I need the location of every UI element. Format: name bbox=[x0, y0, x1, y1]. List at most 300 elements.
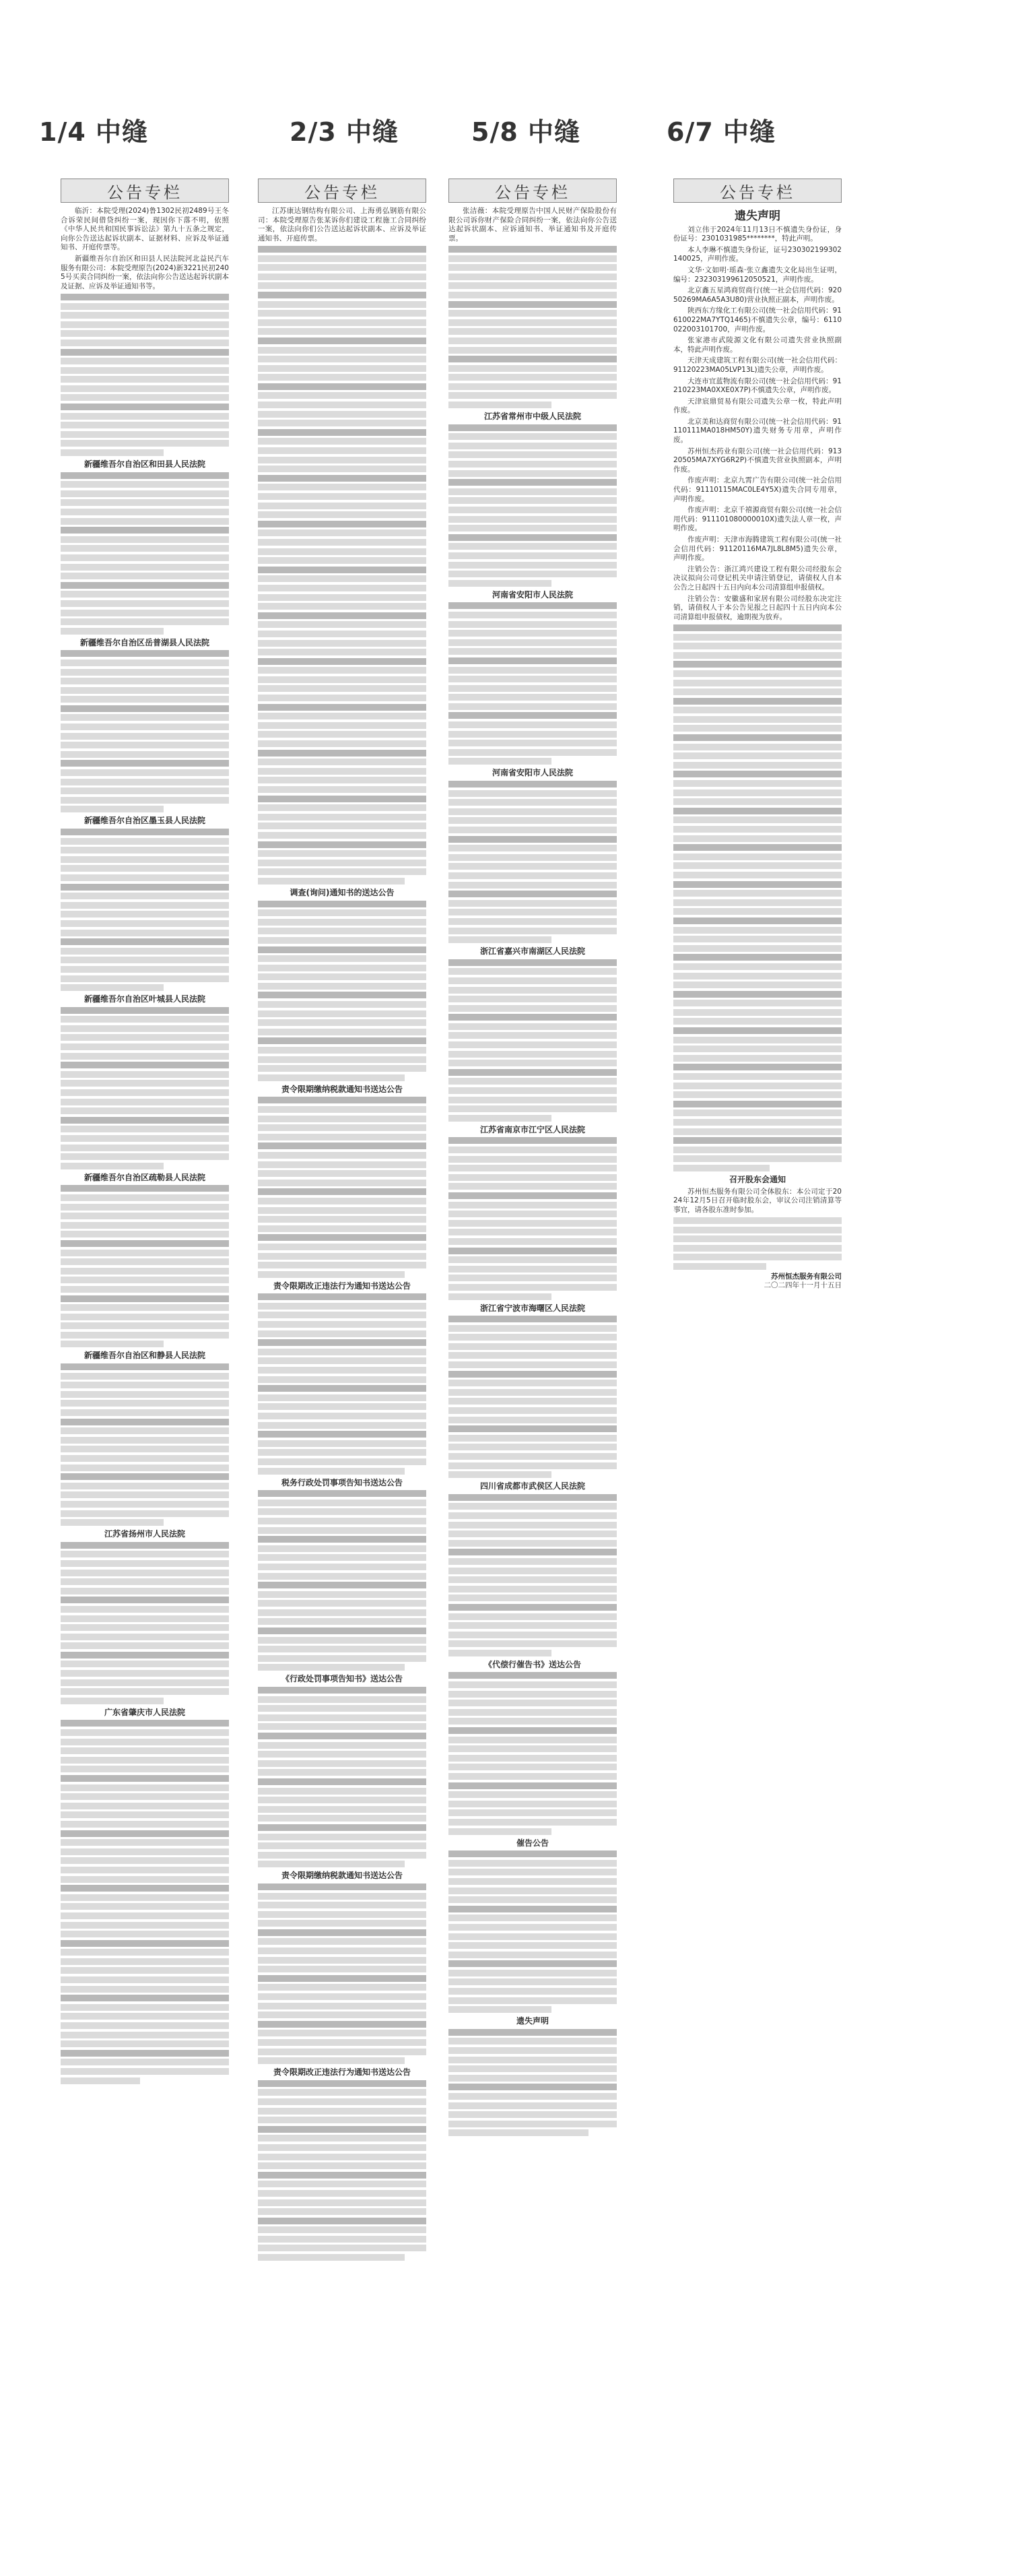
text-line bbox=[673, 854, 842, 860]
text-line bbox=[448, 1398, 617, 1405]
text-line bbox=[61, 1025, 229, 1032]
text-line bbox=[448, 2084, 617, 2090]
text-line bbox=[258, 860, 426, 866]
text-line bbox=[258, 901, 426, 907]
text-line bbox=[673, 725, 842, 732]
text-line bbox=[61, 1551, 229, 1557]
text-line bbox=[61, 312, 229, 319]
text-line bbox=[448, 507, 617, 513]
text-line bbox=[448, 1622, 617, 1629]
announcement-column-1 bbox=[61, 179, 229, 2462]
text-line bbox=[61, 1185, 229, 1192]
text-line bbox=[448, 1266, 617, 1273]
text-line bbox=[448, 552, 617, 559]
text-line bbox=[61, 1107, 229, 1114]
text-line bbox=[61, 1510, 229, 1517]
text-line bbox=[448, 1906, 617, 1912]
text-line bbox=[61, 769, 229, 776]
text-line bbox=[448, 401, 551, 408]
lost-statement-item: 天津天成建筑工程有限公司(统一社会信用代码：91120223MA05LVP13L)遗失公章，声明作废。 bbox=[673, 356, 842, 374]
text-line bbox=[258, 457, 426, 463]
text-line bbox=[258, 1993, 426, 2000]
announcement-column-2 bbox=[258, 179, 426, 2482]
text-line bbox=[61, 838, 229, 845]
text-line bbox=[258, 786, 426, 793]
section-subheading: 新疆维吾尔自治区和静县人民法院 bbox=[83, 1351, 205, 1361]
text-line bbox=[61, 554, 229, 561]
text-line bbox=[448, 1078, 617, 1085]
text-line bbox=[61, 1775, 229, 1782]
section-subheading: 责令限期缴纳税款通知书送达公告 bbox=[281, 1871, 403, 1881]
text-line bbox=[448, 282, 617, 289]
text-line bbox=[448, 1755, 617, 1762]
text-line bbox=[673, 744, 842, 750]
text-line bbox=[61, 856, 229, 863]
section-subheading: 浙江省宁波市海曙区人民法院 bbox=[479, 1303, 585, 1313]
text-line bbox=[61, 1903, 229, 1910]
text-line bbox=[258, 429, 426, 436]
text-line bbox=[448, 1576, 617, 1583]
text-line bbox=[61, 1409, 229, 1416]
text-line bbox=[61, 1473, 229, 1480]
text-line bbox=[448, 685, 617, 692]
text-line bbox=[61, 1848, 229, 1855]
text-line bbox=[61, 1089, 229, 1096]
section-subheading: 《代偿行催告书》送达公告 bbox=[483, 1659, 581, 1669]
text-line bbox=[258, 937, 426, 944]
text-line bbox=[448, 676, 617, 682]
text-line bbox=[258, 328, 426, 335]
section-subheading: 召开股东会通知 bbox=[729, 1174, 786, 1184]
text-line bbox=[61, 431, 229, 438]
text-line bbox=[258, 1824, 426, 1831]
announcement-column-3 bbox=[448, 179, 617, 2530]
text-line bbox=[258, 1097, 426, 1103]
text-line bbox=[258, 1019, 426, 1026]
text-line bbox=[258, 1536, 426, 1543]
text-line bbox=[258, 255, 426, 262]
text-line bbox=[258, 1065, 426, 1072]
section-subheading: 河南省安阳市人民法院 bbox=[492, 589, 573, 600]
text-line bbox=[448, 657, 617, 664]
text-line bbox=[61, 321, 229, 328]
text-line bbox=[61, 1986, 229, 1993]
text-line bbox=[258, 740, 426, 747]
text-line bbox=[448, 790, 617, 797]
text-line bbox=[61, 1126, 229, 1132]
text-line bbox=[61, 1427, 229, 1434]
text-line bbox=[61, 1277, 229, 1283]
text-line bbox=[448, 1613, 617, 1620]
column-heading-3: 5/8 中缝 bbox=[471, 117, 580, 147]
text-line bbox=[673, 780, 842, 787]
text-line bbox=[448, 612, 617, 618]
text-line bbox=[448, 347, 617, 354]
section-subheading: 新疆维吾尔自治区墨玉县人民法院 bbox=[83, 816, 205, 826]
text-line bbox=[61, 628, 164, 635]
text-line bbox=[258, 1037, 426, 1044]
text-line bbox=[448, 2029, 617, 2036]
lost-statement-item: 北京鑫五星鸿商贸商行(统一社会信用代码：92050269MA6A5A3U80)营业执照正副本，声明作废。 bbox=[673, 286, 842, 304]
column-heading-2: 2/3 中缝 bbox=[290, 117, 399, 147]
text-line bbox=[258, 1468, 405, 1475]
text-line bbox=[448, 255, 617, 262]
text-line bbox=[258, 484, 426, 490]
text-line bbox=[258, 868, 426, 875]
text-line bbox=[61, 1419, 229, 1425]
text-line bbox=[448, 2065, 617, 2072]
text-line bbox=[258, 438, 426, 445]
text-line bbox=[258, 2190, 426, 2197]
text-line bbox=[61, 920, 229, 927]
text-line bbox=[61, 865, 229, 872]
section-subheading: 调查(询问)通知书的送达公告 bbox=[290, 887, 395, 897]
text-line bbox=[448, 1060, 617, 1066]
text-line bbox=[61, 1967, 229, 1974]
column-heading-1: 1/4 中缝 bbox=[39, 117, 148, 147]
text-line bbox=[448, 2075, 617, 2082]
text-line bbox=[61, 1634, 229, 1640]
text-line bbox=[258, 374, 426, 381]
text-line bbox=[61, 1016, 229, 1023]
lost-statement-item: 作废声明：北京九霄广告有限公司(统一社会信用代码：91110115MAC0LE4Y5X)遗失合同专用章，声明作废。 bbox=[673, 476, 842, 503]
text-line bbox=[61, 358, 229, 364]
text-line bbox=[61, 1194, 229, 1201]
signature-date: 二〇二四年十一月十五日 bbox=[764, 1281, 842, 1290]
text-line bbox=[448, 731, 617, 738]
text-line bbox=[448, 808, 617, 815]
text-line bbox=[258, 493, 426, 500]
text-line bbox=[258, 750, 426, 756]
text-line bbox=[61, 705, 229, 712]
text-line bbox=[258, 1705, 426, 1712]
text-line bbox=[258, 1573, 426, 1580]
text-line bbox=[448, 1952, 617, 1958]
text-line bbox=[258, 567, 426, 573]
text-line bbox=[448, 1137, 617, 1144]
text-line bbox=[258, 539, 426, 546]
text-line bbox=[673, 872, 842, 878]
text-line bbox=[258, 1618, 426, 1625]
column-title: 公告专栏 bbox=[61, 179, 229, 203]
text-line bbox=[673, 1009, 842, 1016]
text-line bbox=[258, 1170, 426, 1177]
text-line bbox=[61, 1501, 229, 1508]
text-line bbox=[673, 826, 842, 833]
text-line bbox=[448, 1444, 617, 1450]
text-line bbox=[448, 1325, 617, 1332]
text-line bbox=[448, 1220, 617, 1227]
text-line bbox=[258, 1975, 426, 1982]
text-line bbox=[448, 2006, 551, 2013]
text-line bbox=[448, 1343, 617, 1350]
text-line bbox=[673, 798, 842, 805]
text-line bbox=[448, 2057, 617, 2063]
text-line bbox=[61, 659, 229, 666]
lost-statement-item: 大连市宜蓝物流有限公司(统一社会信用代码：91210223MA0XXE0X7P)不慎遗失公章，声明作废。 bbox=[673, 377, 842, 395]
text-line bbox=[673, 1045, 842, 1052]
text-line bbox=[258, 1920, 426, 1927]
text-line bbox=[448, 424, 617, 431]
text-line bbox=[448, 749, 617, 756]
text-line bbox=[448, 246, 617, 253]
text-line bbox=[258, 2172, 426, 2179]
text-line bbox=[448, 1650, 551, 1656]
section-subheading: 责令限期改正违法行为通知书送达公告 bbox=[273, 2067, 411, 2078]
text-line bbox=[258, 1234, 426, 1241]
text-line bbox=[61, 2068, 229, 2075]
text-line bbox=[258, 1938, 426, 1945]
text-line bbox=[673, 835, 842, 842]
text-line bbox=[61, 394, 229, 401]
text-line bbox=[448, 1389, 617, 1396]
text-line bbox=[448, 1361, 617, 1368]
text-line bbox=[448, 1165, 617, 1171]
text-line bbox=[673, 1091, 842, 1098]
text-line bbox=[448, 694, 617, 701]
text-line bbox=[258, 392, 426, 399]
text-line bbox=[61, 779, 229, 785]
text-line bbox=[258, 1367, 426, 1374]
text-line bbox=[61, 1857, 229, 1864]
text-line bbox=[258, 704, 426, 711]
text-line bbox=[258, 594, 426, 601]
text-line bbox=[61, 545, 229, 552]
column-title: 公告专栏 bbox=[258, 179, 426, 203]
text-line bbox=[258, 1180, 426, 1186]
text-line bbox=[258, 631, 426, 637]
text-line bbox=[673, 1217, 842, 1224]
text-line bbox=[258, 676, 426, 683]
text-line bbox=[673, 1235, 842, 1242]
text-line bbox=[61, 1995, 229, 2001]
text-line bbox=[448, 900, 617, 907]
text-line bbox=[258, 1449, 426, 1456]
text-line bbox=[448, 433, 617, 440]
text-line bbox=[448, 1801, 617, 1807]
text-line bbox=[673, 643, 842, 649]
section-subheading: 河南省安阳市人民法院 bbox=[492, 768, 573, 778]
text-line bbox=[258, 1293, 426, 1300]
section-subheading: 税务行政处罚事项告知书送达公告 bbox=[281, 1477, 403, 1487]
lost-statement-item: 北京美和达商贸有限公司(统一社会信用代码：91110111MA018HM50Y)遗失财务专用章，声明作废。 bbox=[673, 417, 842, 445]
text-line bbox=[673, 1128, 842, 1135]
text-line bbox=[258, 946, 426, 953]
text-line bbox=[448, 2038, 617, 2044]
text-line bbox=[258, 1124, 426, 1131]
text-line bbox=[258, 1216, 426, 1223]
text-line bbox=[448, 1896, 617, 1903]
text-line bbox=[448, 639, 617, 646]
text-line bbox=[448, 1640, 617, 1647]
text-line bbox=[448, 968, 617, 975]
text-line bbox=[258, 521, 426, 527]
text-line bbox=[448, 1238, 617, 1245]
text-line bbox=[61, 1839, 229, 1846]
text-line bbox=[258, 548, 426, 555]
text-line bbox=[448, 580, 551, 587]
text-line bbox=[258, 1646, 426, 1652]
text-line bbox=[258, 465, 426, 472]
text-line bbox=[258, 2144, 426, 2151]
text-line bbox=[673, 698, 842, 705]
text-line bbox=[258, 585, 426, 591]
text-line bbox=[258, 965, 426, 971]
text-line bbox=[258, 1029, 426, 1035]
text-line bbox=[258, 1188, 426, 1195]
text-line bbox=[448, 1914, 617, 1921]
text-line bbox=[258, 1518, 426, 1524]
text-line bbox=[448, 1709, 617, 1716]
text-line bbox=[448, 1549, 617, 1555]
text-line bbox=[673, 1018, 842, 1025]
text-line bbox=[61, 330, 229, 337]
text-line bbox=[673, 936, 842, 942]
text-line bbox=[448, 1275, 617, 1281]
text-line bbox=[673, 1000, 842, 1006]
text-line bbox=[61, 1080, 229, 1087]
text-line bbox=[673, 634, 842, 641]
text-line bbox=[258, 1902, 426, 1908]
text-line bbox=[448, 1051, 617, 1058]
text-line bbox=[61, 1757, 229, 1764]
text-line bbox=[448, 1512, 617, 1519]
text-line bbox=[258, 878, 405, 884]
text-line bbox=[258, 658, 426, 665]
text-line bbox=[673, 808, 842, 814]
text-line bbox=[61, 806, 164, 812]
text-line bbox=[258, 1394, 426, 1401]
text-line bbox=[61, 1373, 229, 1380]
text-line bbox=[61, 1258, 229, 1265]
lost-statement-item: 本人李琳不慎遗失身份证，证号230302199302140025，声明作废。 bbox=[673, 245, 842, 263]
text-line bbox=[448, 443, 617, 449]
text-line bbox=[61, 481, 229, 488]
text-line bbox=[258, 347, 426, 354]
text-line bbox=[448, 1681, 617, 1688]
text-line bbox=[448, 1531, 617, 1537]
text-line bbox=[448, 1860, 617, 1867]
lost-statement-item: 陕西东方缘化工有限公司(统一社会信用代码：91610022MA7YTQ1465)不慎遗失公章，编号：6110022003101700，声明作废。 bbox=[673, 307, 842, 333]
text-line bbox=[673, 1109, 842, 1116]
text-line bbox=[258, 1385, 426, 1392]
text-line bbox=[258, 777, 426, 783]
column-heading-4: 6/7 中缝 bbox=[667, 117, 776, 147]
text-line bbox=[258, 1357, 426, 1364]
section-subheading: 新疆维吾尔自治区和田县人民法院 bbox=[83, 459, 205, 470]
text-line bbox=[61, 1867, 229, 1873]
column-body bbox=[258, 203, 426, 2261]
text-line bbox=[258, 319, 426, 326]
text-line bbox=[258, 2245, 426, 2251]
text-line bbox=[258, 1861, 405, 1867]
text-line bbox=[258, 695, 426, 701]
text-line bbox=[258, 909, 426, 916]
text-line bbox=[448, 1183, 617, 1190]
text-line bbox=[61, 472, 229, 479]
text-line bbox=[258, 768, 426, 775]
text-line bbox=[258, 1244, 426, 1250]
text-line bbox=[61, 618, 229, 625]
text-line bbox=[448, 470, 617, 477]
text-line bbox=[258, 1116, 426, 1122]
lost-statement-title: 遗失声明 bbox=[735, 210, 780, 223]
text-line bbox=[448, 2102, 617, 2109]
text-line bbox=[448, 845, 617, 851]
text-line bbox=[673, 844, 842, 851]
text-line bbox=[258, 1312, 426, 1318]
text-line bbox=[673, 688, 842, 695]
text-line bbox=[61, 1007, 229, 1014]
text-line bbox=[258, 1142, 426, 1149]
text-line bbox=[448, 461, 617, 468]
column-title: 公告专栏 bbox=[448, 179, 617, 203]
text-line bbox=[448, 1147, 617, 1153]
text-line bbox=[258, 511, 426, 518]
text-line bbox=[448, 1248, 617, 1254]
text-line bbox=[673, 624, 842, 631]
text-line bbox=[448, 1105, 617, 1112]
text-line bbox=[258, 759, 426, 765]
text-line bbox=[61, 509, 229, 515]
text-line bbox=[448, 1691, 617, 1698]
text-line bbox=[61, 678, 229, 684]
text-line bbox=[258, 2030, 426, 2036]
text-line bbox=[448, 891, 617, 897]
text-line bbox=[673, 1055, 842, 1062]
text-line bbox=[258, 2126, 426, 2133]
text-line bbox=[258, 2039, 426, 2046]
text-line bbox=[61, 975, 229, 982]
text-line bbox=[61, 957, 229, 963]
text-line bbox=[448, 479, 617, 486]
text-line bbox=[258, 356, 426, 362]
section-subheading: 《行政处罚事项告知书》送达公告 bbox=[281, 1674, 403, 1684]
text-line bbox=[448, 1828, 551, 1835]
text-line bbox=[448, 1978, 617, 1985]
text-line bbox=[673, 862, 842, 869]
text-line bbox=[258, 1490, 426, 1497]
text-line bbox=[258, 264, 426, 271]
text-line bbox=[673, 734, 842, 741]
section-subheading: 江苏省扬州市人民法院 bbox=[104, 1529, 185, 1539]
text-line bbox=[258, 2154, 426, 2160]
text-line bbox=[61, 742, 229, 748]
text-line bbox=[258, 1984, 426, 1991]
text-line bbox=[258, 2236, 426, 2243]
text-line bbox=[448, 1942, 617, 1949]
text-line bbox=[448, 2121, 617, 2127]
text-line bbox=[448, 1700, 617, 1706]
text-line bbox=[258, 1842, 426, 1849]
text-line bbox=[448, 264, 617, 271]
text-line bbox=[61, 1729, 229, 1736]
text-line bbox=[448, 1087, 617, 1094]
text-line bbox=[448, 1878, 617, 1885]
text-line bbox=[258, 401, 426, 408]
text-line bbox=[61, 1213, 229, 1219]
text-line bbox=[673, 1165, 770, 1171]
text-line bbox=[61, 1931, 229, 1937]
text-line bbox=[448, 1819, 617, 1826]
text-line bbox=[448, 562, 617, 569]
lost-statement-item: 苏州恒杰药业有限公司(统一社会信用代码：91320505MA7XYG6R2P)不慎遗失营业执照副本，声明作废。 bbox=[673, 447, 842, 474]
text-line bbox=[61, 1560, 229, 1567]
signature: 苏州恒杰服务有限公司 bbox=[771, 1272, 842, 1281]
text-line bbox=[61, 490, 229, 497]
text-line bbox=[448, 1850, 617, 1857]
text-line bbox=[448, 827, 617, 833]
